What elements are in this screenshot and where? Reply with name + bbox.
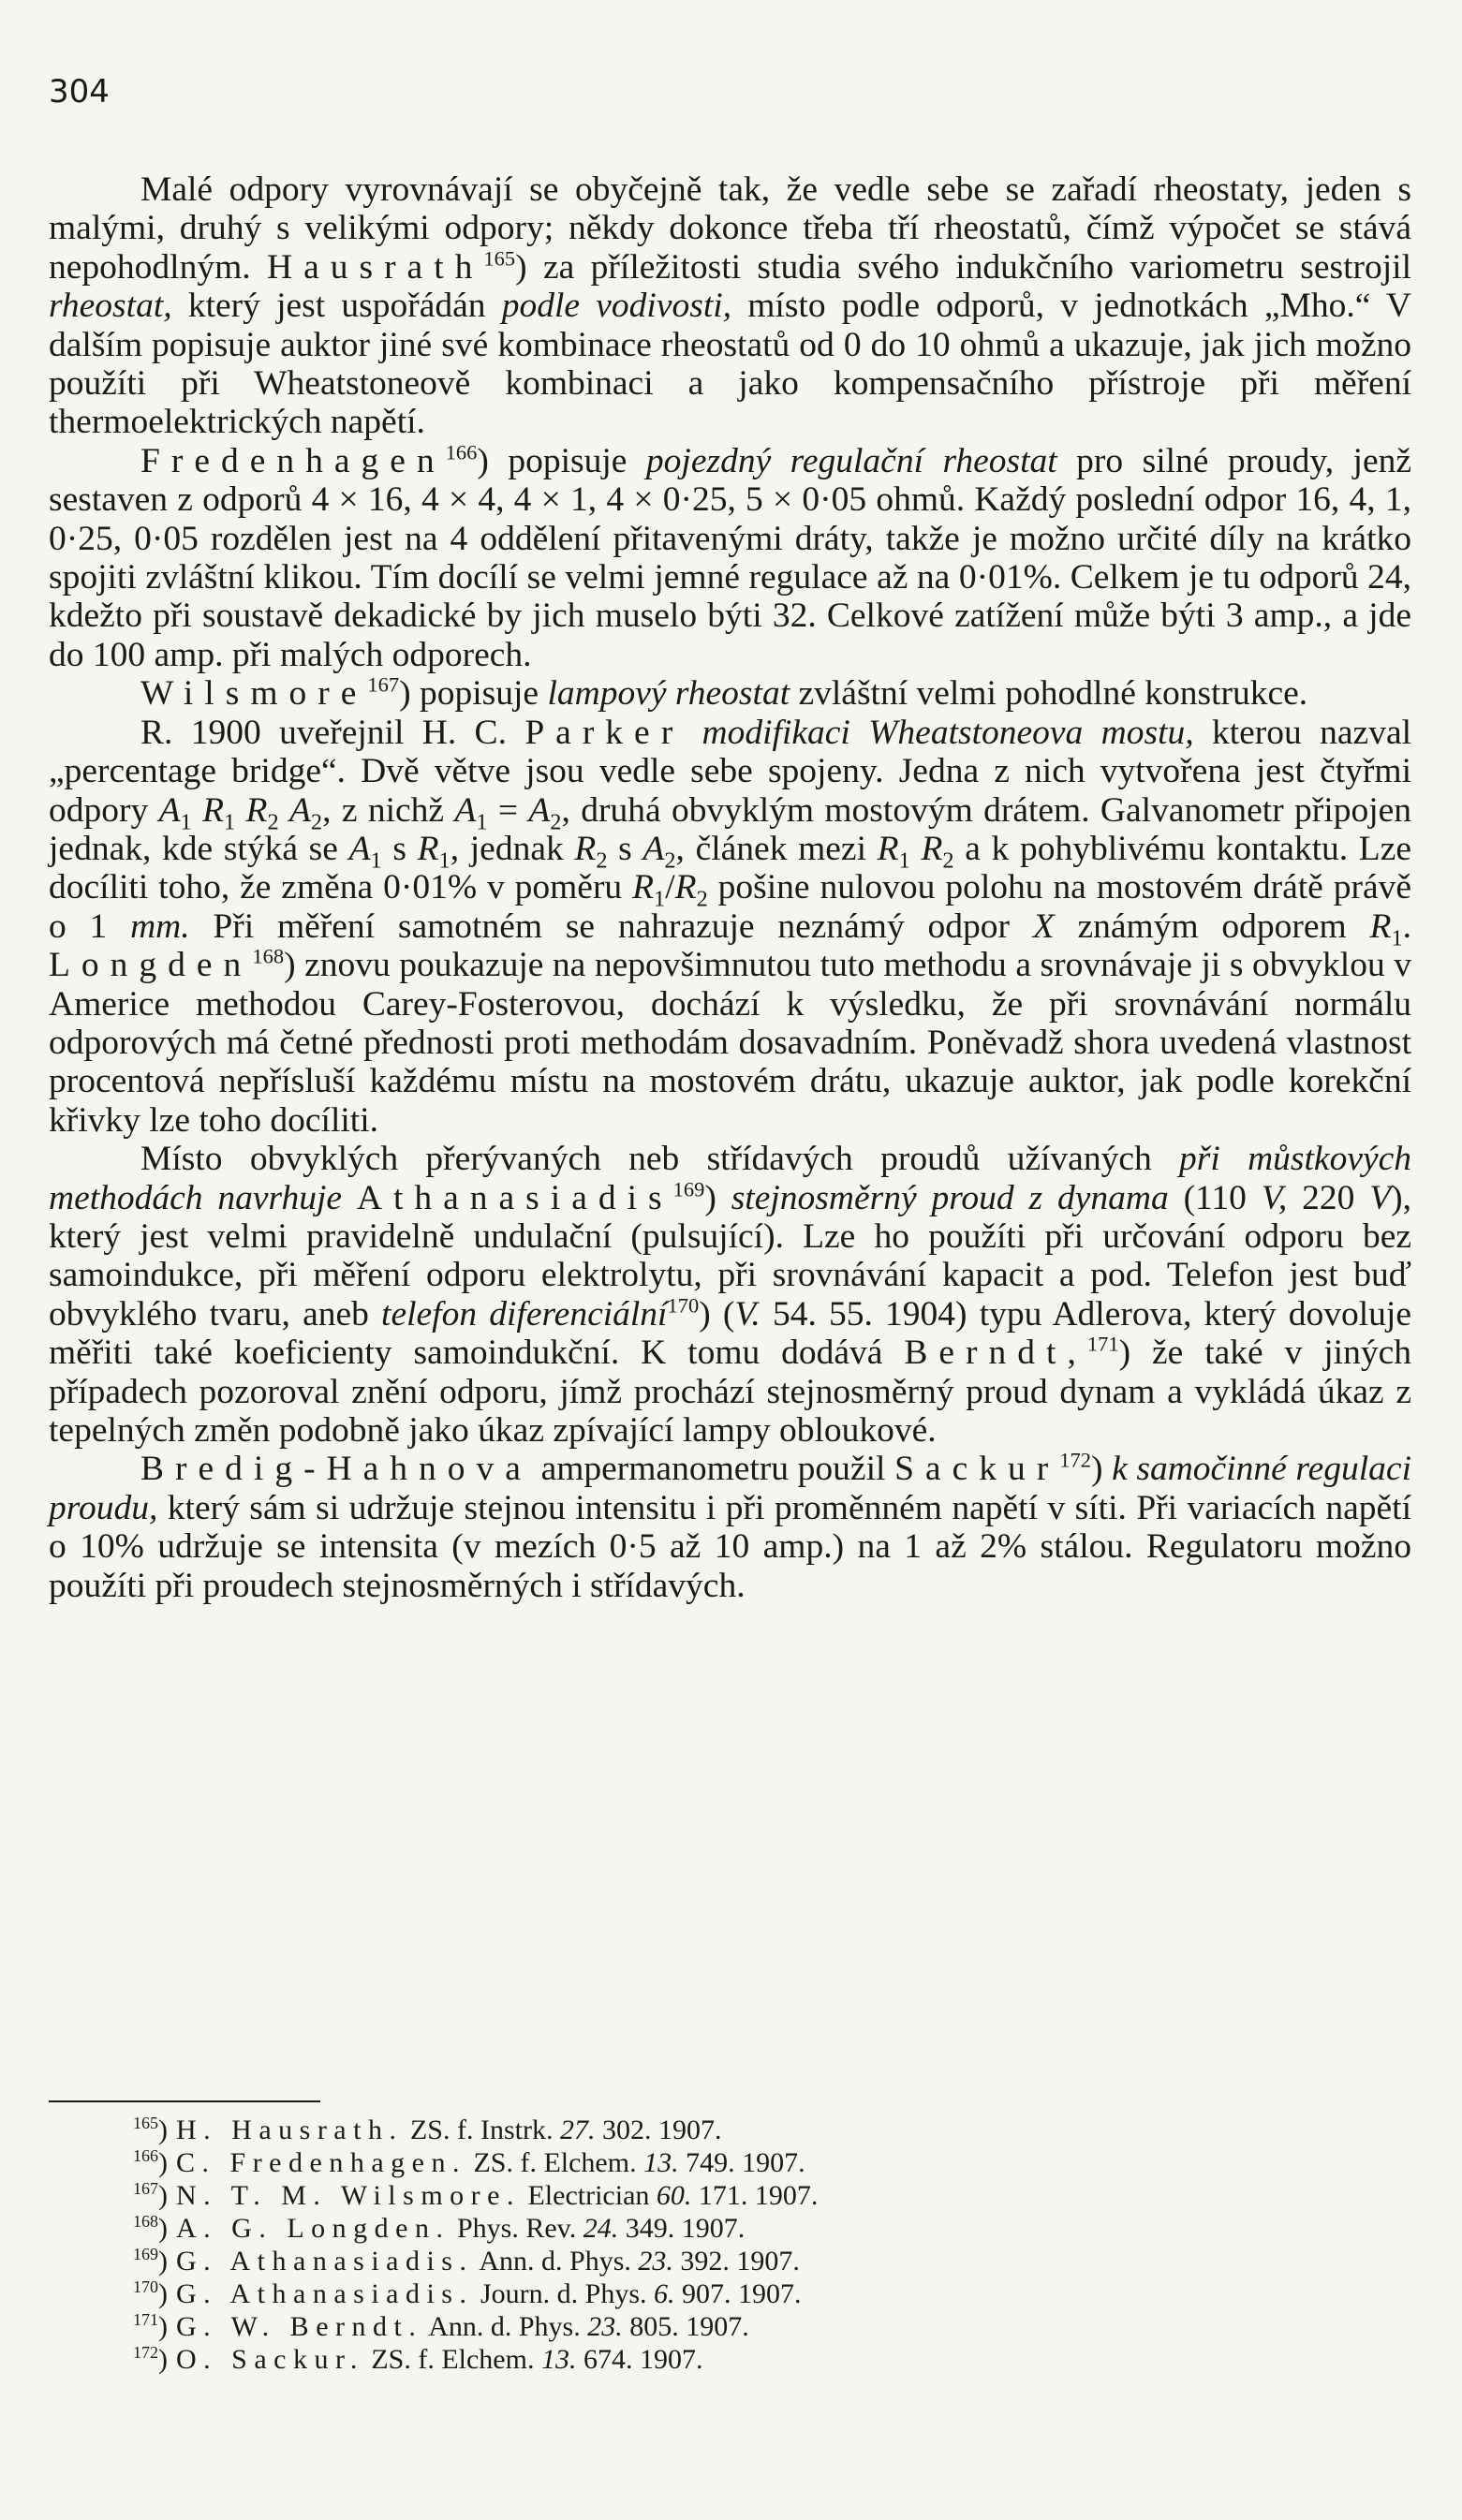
paragraph [49, 1450, 1411, 1605]
text-run: (110 [1168, 1178, 1262, 1217]
text-run: 54. 55. 1904) typu Adlerova, který dovoluje měřiti také koeficienty samoindukční. K tomu dodává [49, 1294, 1411, 1373]
text-run [279, 791, 289, 830]
author-name: Wilsmore [140, 674, 368, 714]
text-run: 1 [370, 847, 382, 874]
footnote-number: $^{167}$) [133, 2179, 168, 2211]
text-run: ) že také v jiných případech pozoroval znění odporu, jímž prochází stejnosměrný proud dynam a vykládá úkaz z tepelných změn podobně jako úkaz zpívající lampy obloukové. [49, 1334, 1411, 1450]
footnote-ref: 168 [252, 944, 285, 968]
text-run: 1 [1391, 925, 1403, 951]
footnote-author: G. Athanasiadis. [176, 2246, 474, 2277]
text-run: který sám si udržuje stejnou intensitu i při proměnném napětí v síti. Při variacích napětí o 10% udržuje se intensita (v mezích 0·5 až 10 amp.) na 1 až 2% stálou. Regulatoru možno použíti při proudech stejnosměrných i střídavých. [49, 1488, 1411, 1605]
text-run: místo podle odporů, v jednotkách „Mho.“ V dalším popisuje auktor jiné své kombinace rheostatů od 0 do 10 ohmů a ukazuje, jak jich možno použíti při Wheatstoneově kombinaci a jako kompensačního přístroje při měření thermoelektrických napětí. [49, 287, 1411, 442]
footnote-page-year: 349. 1907. [625, 2213, 746, 2244]
text-run: 1 [223, 809, 236, 834]
paragraph [49, 442, 1411, 674]
text-run: známým odporem [1054, 906, 1370, 946]
text-run: , z nichž [322, 790, 455, 830]
footnote-source: Journ. d. Phys. [480, 2278, 647, 2309]
text-run: pošine nulovou polohu na mostovém drátě právě o 1 [49, 868, 1412, 946]
text-run: , druhá obvyklým mostovým drátem. Galvanometr připojen jednak, kde stýká se [49, 790, 1412, 868]
text-run: s [381, 829, 418, 868]
footnote-number-text: 170 [133, 2277, 158, 2296]
text-run: 2 [942, 847, 954, 874]
footnote-page-year: 171. 1907. [698, 2180, 819, 2211]
text-run: a k pohyblivému kontaktu. Lze docíliti toho, že změna 0·01% v poměru [49, 829, 1412, 907]
author-name: Sackur [894, 1450, 1060, 1489]
text-run: = [487, 790, 529, 830]
text-run: 1 [654, 886, 666, 912]
text-run: telefon diferenciální [381, 1294, 668, 1334]
text-run: 1 [476, 809, 488, 834]
text-run: 2 [310, 809, 323, 834]
text-run: 220 [1287, 1178, 1370, 1217]
text-run: Místo obvyklých přerývaných neb střídavých proudů užívaných [140, 1140, 1180, 1179]
footnote-number: $^{171}$) [133, 2310, 168, 2342]
text-run: A [158, 790, 181, 830]
text-run: A [528, 790, 551, 830]
text-run: R [674, 868, 697, 907]
text-run [235, 791, 245, 830]
text-run: mm. [130, 906, 190, 946]
text-run: 1 [898, 847, 910, 874]
footnote-volume: 60. [656, 2180, 692, 2211]
text-run: k samočinné regulaci proudu, [49, 1450, 1411, 1527]
footnote-author: G. Athanasiadis. [176, 2278, 474, 2309]
footnote-volume: 13. [643, 2147, 679, 2178]
footnote-source: Ann. d. Phys. [479, 2246, 631, 2277]
text-run: ) popisuje [399, 674, 548, 714]
footnote-source: ZS. f. Elchem. [473, 2147, 637, 2178]
footnote-ref: 167 [367, 672, 400, 697]
footnotes [133, 2114, 1257, 2376]
footnote-number: $^{165}$) [133, 2114, 168, 2145]
text-run: / [665, 868, 675, 907]
footnote-number: $^{166}$) [133, 2146, 168, 2178]
footnote-source: Phys. Rev. [456, 2213, 577, 2244]
text-run: R [574, 829, 597, 868]
text-run: modifikaci Wheatstoneova mostu, [701, 713, 1194, 752]
footnote-ref: 169 [672, 1177, 705, 1201]
text-run: Malé odpory vyrovnávají se obyčejně tak, že vedle sebe se zařadí rheostaty, jeden s malými, druhý s velikými odpory; někdy dokonce třeba tří rheostatů, čímž výpočet se stává nepohodlným. [49, 170, 1411, 287]
footnote-volume: 27. [559, 2115, 596, 2145]
text-run: zvláštní velmi pohodlné konstrukce. [790, 674, 1308, 714]
text-run: R. 1900 uveřejnil H. C. [140, 713, 525, 752]
text-run: 1 [438, 847, 450, 874]
footnote-ref: 165 [483, 246, 516, 271]
footnote-author: G. W. Berndt. [176, 2311, 423, 2342]
text-run: pojezdný regulační rheostat [645, 441, 1057, 480]
footnote-author: A. G. Longden. [176, 2213, 450, 2244]
footnote [133, 2245, 1257, 2277]
text-run: R [921, 829, 943, 868]
footnote-page-year: 805. 1907. [629, 2311, 749, 2342]
text-run: kterou nazval „percentage bridge“. Dvě větve jsou vedle sebe spojeny. Jedna z nich vytvořena jest čtyřmi odpory [49, 713, 1412, 830]
text-run [910, 830, 922, 868]
footnote-ref: 170 [667, 1293, 700, 1318]
footnote-page-year: 674. 1907. [583, 2344, 703, 2375]
footnote-page-year: 749. 1907. [686, 2147, 805, 2178]
text-run: R [202, 790, 224, 830]
footnote-author: C. Fredenhagen. [176, 2147, 466, 2178]
footnote-page-year: 302. 1907. [601, 2115, 722, 2145]
footnote-author: O. Sackur. [176, 2344, 364, 2375]
text-run: R [877, 829, 899, 868]
text-run: V. [734, 1294, 761, 1334]
footnote-source: ZS. f. Instrk. [409, 2115, 554, 2145]
footnote-number: $^{170}$) [133, 2277, 168, 2309]
text-run: stejnosměrný proud z dynama [731, 1178, 1169, 1217]
footnote-ref: 172 [1059, 1448, 1091, 1472]
footnote-number-text: 167 [133, 2179, 158, 2198]
paragraph [49, 714, 1411, 1140]
text-run: X [1032, 906, 1055, 946]
footnote-author: N. T. M. Wilsmore. [176, 2180, 521, 2211]
text-run: Při měření samotném se nahrazuje neznámý odpor [189, 906, 1033, 946]
footnote-volume: 23. [587, 2311, 623, 2342]
text-run: rheostat, [49, 287, 172, 326]
footnote-volume: 24. [583, 2213, 619, 2244]
text-run: ) ( [699, 1294, 735, 1334]
paragraph [49, 1140, 1411, 1450]
footnote-number-text: 165 [133, 2114, 158, 2132]
text-run: R [1369, 906, 1392, 946]
text-run [342, 1179, 357, 1217]
footnote-source: Ann. d. Phys. [428, 2311, 581, 2342]
footnote-number: $^{169}$) [133, 2245, 168, 2277]
author-name: Longden [49, 946, 253, 985]
footnote [133, 2343, 1257, 2376]
paragraph [49, 674, 1411, 713]
text-run: , článek mezi [675, 829, 878, 868]
text-run: , jednak [450, 829, 575, 868]
text-run: 2 [267, 809, 279, 834]
footnote-author: H. Hausrath. [176, 2115, 404, 2145]
body-text [49, 170, 1411, 1605]
text-run: ) popisuje [477, 441, 646, 480]
footnote-number: $^{172}$) [133, 2343, 168, 2375]
footnote-number: $^{168}$) [133, 2212, 168, 2244]
footnote-number-text: 169 [133, 2245, 158, 2263]
text-run: ), který jest velmi pravidelně undulační (pulsující). Lze ho použíti při určování odporu bez samoindukce, při měření odporu elektrolytu, při srovnávání kapacit a pod. Telefon jest buď obvyklého tvaru, aneb [49, 1178, 1411, 1334]
text-run: 2 [696, 886, 708, 912]
text-run: při můstkových methodách navrhuje [49, 1140, 1411, 1217]
author-name: Hausrath [267, 247, 484, 287]
footnote [133, 2212, 1257, 2245]
text-run: A [348, 829, 371, 868]
footnote-number-text: 171 [133, 2310, 158, 2329]
text-run: ) znovu poukazuje na nepovšimnutou tuto methodu a srovnávaje ji s obvyklou v Americe methodou Carey-Fosterovou, dochází k výsledku, že při srovnávání normálu odporových má četné přednosti proti methodám dosavadním. Poněvadž shora uvedená vlastnost procentová nepřísluší každému místu na mostovém drátu, ukazuje auktor, jak podle korekční křivky lze toho docíliti. [49, 946, 1411, 1140]
text-run: lampový rheostat [547, 674, 790, 714]
text-run: ) [704, 1178, 731, 1217]
text-run: pro silné proudy, jenž sestaven z odporů 4 × 16, 4 × 4, 4 × 1, 4 × 0·25, 5 × 0·05 ohmů. Každý poslední odpor 16, 4, 1, 0·25, 0·05 rozdělen jest na 4 oddělení přitavenými dráty, takže je možno určité díly na krátko spojiti zvláštní klikou. Tím docílí se velmi jemné regulace až na 0·01%. Celkem je tu odporů 24, kdežto při soustavě dekadické by jich muselo býti 32. Celkové zatížení může býti 3 amp., a jde do 100 amp. při malých odporech. [49, 441, 1411, 674]
text-run: 2 [664, 847, 676, 874]
text-run: který jest uspořádán [171, 287, 502, 326]
text-run: ) [1090, 1450, 1113, 1489]
author-name: Bredig-Hahnova [140, 1450, 532, 1489]
footnote [133, 2114, 1257, 2146]
footnote-divider [49, 2100, 320, 2102]
footnote [133, 2310, 1257, 2343]
text-run: podle vodivosti, [501, 287, 732, 326]
text-run: R [245, 790, 268, 830]
text-run: V, [1261, 1178, 1288, 1217]
footnote-volume: 23. [638, 2246, 673, 2277]
footnote [133, 2179, 1257, 2212]
text-run: 1 [180, 809, 192, 834]
text-run: A [289, 790, 311, 830]
author-name: Athanasiadis [356, 1178, 673, 1217]
text-run: A [454, 790, 477, 830]
text-run: A [642, 829, 665, 868]
footnote-ref: 166 [445, 440, 478, 464]
text-run: V [1369, 1178, 1392, 1217]
footnote-ref: 171 [1086, 1332, 1119, 1356]
text-run: R [632, 868, 655, 907]
text-run: . [1402, 906, 1412, 946]
text-run: s [607, 829, 643, 868]
footnote-number-text: 166 [133, 2146, 158, 2165]
text-run: ampermanometru použil [531, 1450, 895, 1489]
footnote-volume: 13. [540, 2344, 577, 2375]
footnote-number-text: 172 [133, 2343, 158, 2362]
author-name: Parker [524, 713, 685, 752]
footnote-source: Electrician [527, 2180, 650, 2211]
footnote-source: ZS. f. Elchem. [371, 2344, 535, 2375]
text-run: 2 [550, 809, 562, 834]
text-run: 2 [596, 847, 608, 874]
footnote-number-text: 168 [133, 2212, 158, 2231]
author-name: Berndt, [904, 1334, 1087, 1373]
author-name: Fredenhagen [140, 441, 446, 480]
text-run [684, 714, 701, 752]
footnote-page-year: 392. 1907. [680, 2246, 800, 2277]
footnote-page-year: 907. 1907. [682, 2278, 802, 2309]
paragraph [49, 170, 1411, 442]
footnote [133, 2277, 1257, 2310]
text-run: R [417, 829, 439, 868]
page-number: 304 [49, 73, 110, 111]
footnote [133, 2146, 1257, 2179]
text-run: ) za příležitosti studia svého indukčního variometru sestrojil [515, 247, 1412, 287]
footnote-volume: 6. [654, 2278, 675, 2309]
text-run [192, 791, 202, 830]
